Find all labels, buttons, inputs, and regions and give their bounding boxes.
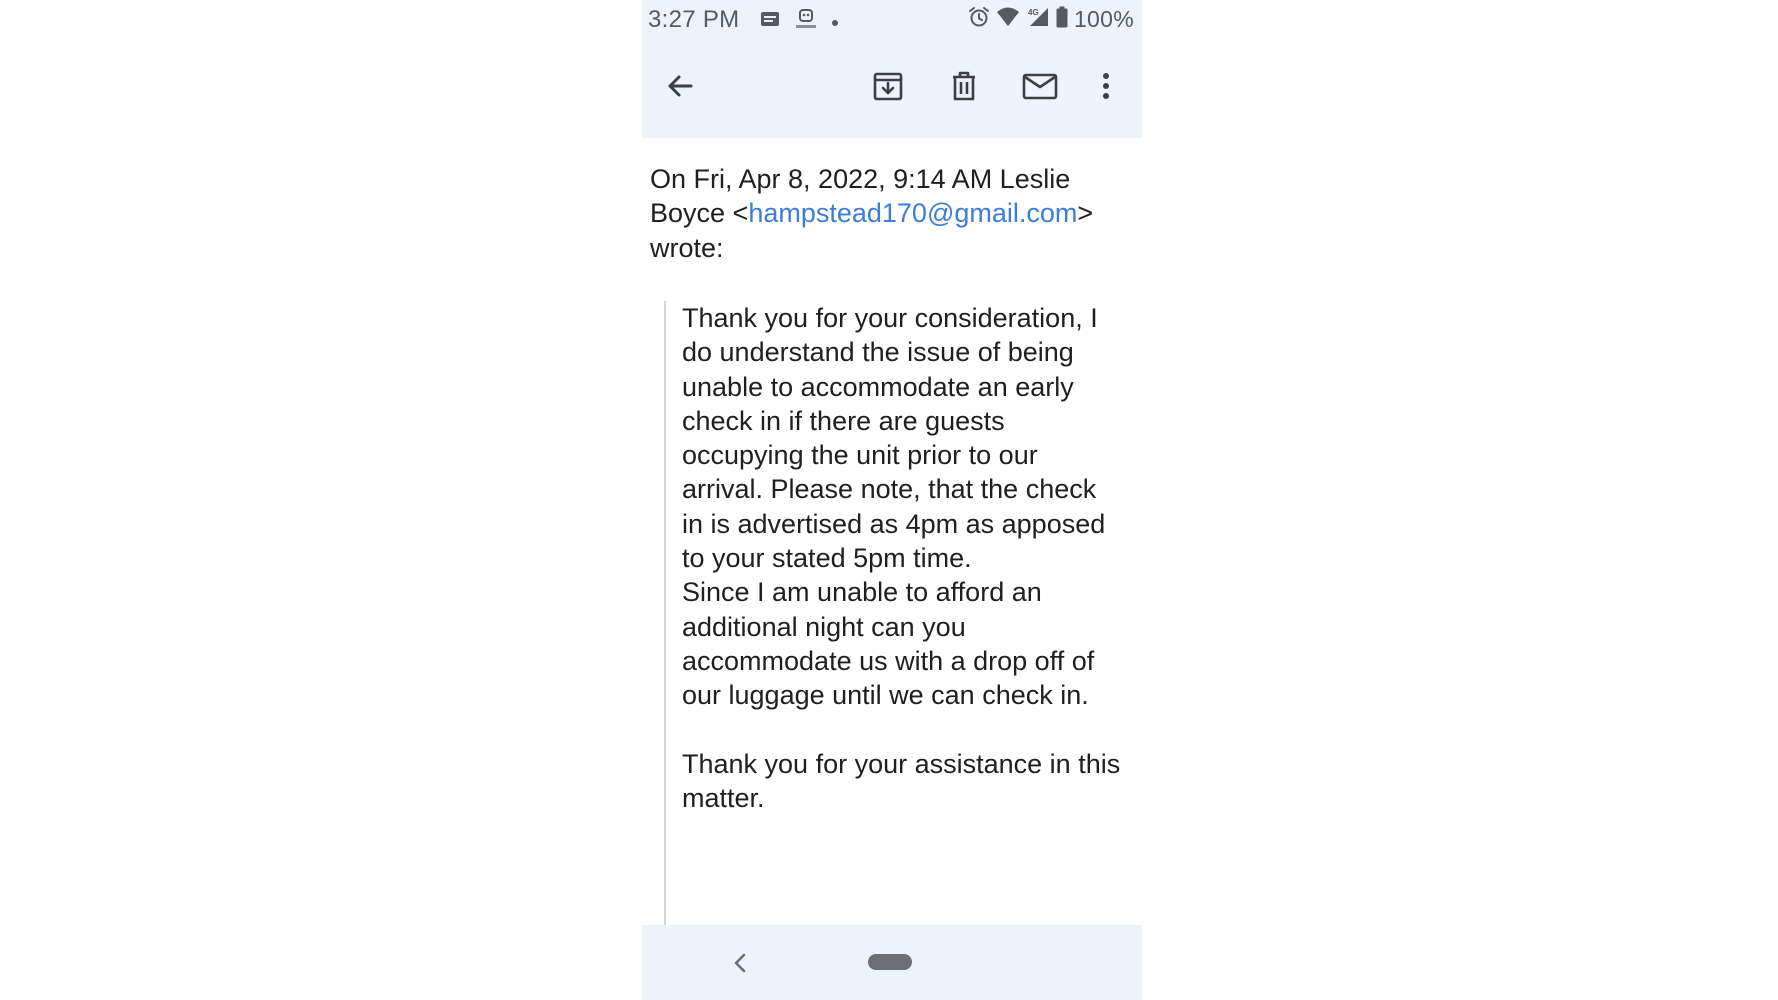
attribution-prefix: On Fri, Apr 8, 2022, 9:14 AM Leslie Boyce < bbox=[650, 164, 1071, 229]
attribution-wrote: wrote: bbox=[650, 232, 724, 263]
mark-unread-button[interactable] bbox=[1016, 62, 1064, 110]
sender-email-link[interactable]: hampstead170@gmail.com bbox=[748, 198, 1078, 229]
phone-screen bbox=[642, 0, 1142, 1000]
message-notification-icon bbox=[760, 11, 780, 34]
mark-unread-icon bbox=[1022, 70, 1058, 102]
back-arrow-icon bbox=[664, 70, 696, 102]
home-gesture-pill[interactable] bbox=[868, 954, 912, 970]
app-notification-icon bbox=[794, 9, 818, 36]
svg-text:4G: 4G bbox=[1027, 8, 1039, 17]
quoted-message bbox=[664, 301, 1124, 925]
alarm-icon bbox=[968, 6, 990, 33]
chevron-left-icon bbox=[732, 952, 748, 974]
archive-icon bbox=[872, 70, 904, 102]
email-body bbox=[642, 138, 1142, 925]
more-options-icon bbox=[1100, 70, 1112, 102]
more-options-button[interactable] bbox=[1082, 62, 1130, 110]
wifi-icon bbox=[996, 6, 1020, 33]
delete-button[interactable] bbox=[940, 62, 988, 110]
status-time: 3:27 PM bbox=[648, 6, 740, 33]
4g-signal-icon bbox=[1026, 6, 1050, 33]
quoted-paragraph: Thank you for your assistance in this matter. bbox=[682, 748, 1121, 814]
status-bar bbox=[642, 0, 1142, 40]
battery-percentage: 100% bbox=[1073, 6, 1134, 32]
attribution-suffix: > bbox=[1077, 198, 1094, 229]
battery-icon bbox=[1056, 6, 1068, 33]
quote-attribution bbox=[650, 162, 1130, 265]
email-toolbar bbox=[642, 40, 1142, 138]
archive-button[interactable] bbox=[864, 62, 912, 110]
system-back-button[interactable] bbox=[726, 949, 754, 977]
notification-icons bbox=[760, 9, 838, 36]
system-status-icons bbox=[968, 6, 1134, 33]
system-navigation-bar bbox=[642, 925, 1142, 1000]
paragraph-spacer bbox=[682, 713, 1124, 747]
more-notifications-dot bbox=[832, 20, 838, 26]
delete-icon bbox=[948, 70, 980, 102]
quoted-paragraph: Thank you for your consideration, I do understand the issue of being unable to accommodate an early check in if there are guests occupying the unit prior to our arrival. Please note, that the check in is advertised as 4pm as apposed to your stated 5pm time. bbox=[682, 303, 1106, 574]
quoted-paragraph: Since I am unable to afford an additional night can you accommodate us with a drop off of our luggage until we can check in. bbox=[682, 577, 1095, 711]
back-button[interactable] bbox=[656, 62, 704, 110]
